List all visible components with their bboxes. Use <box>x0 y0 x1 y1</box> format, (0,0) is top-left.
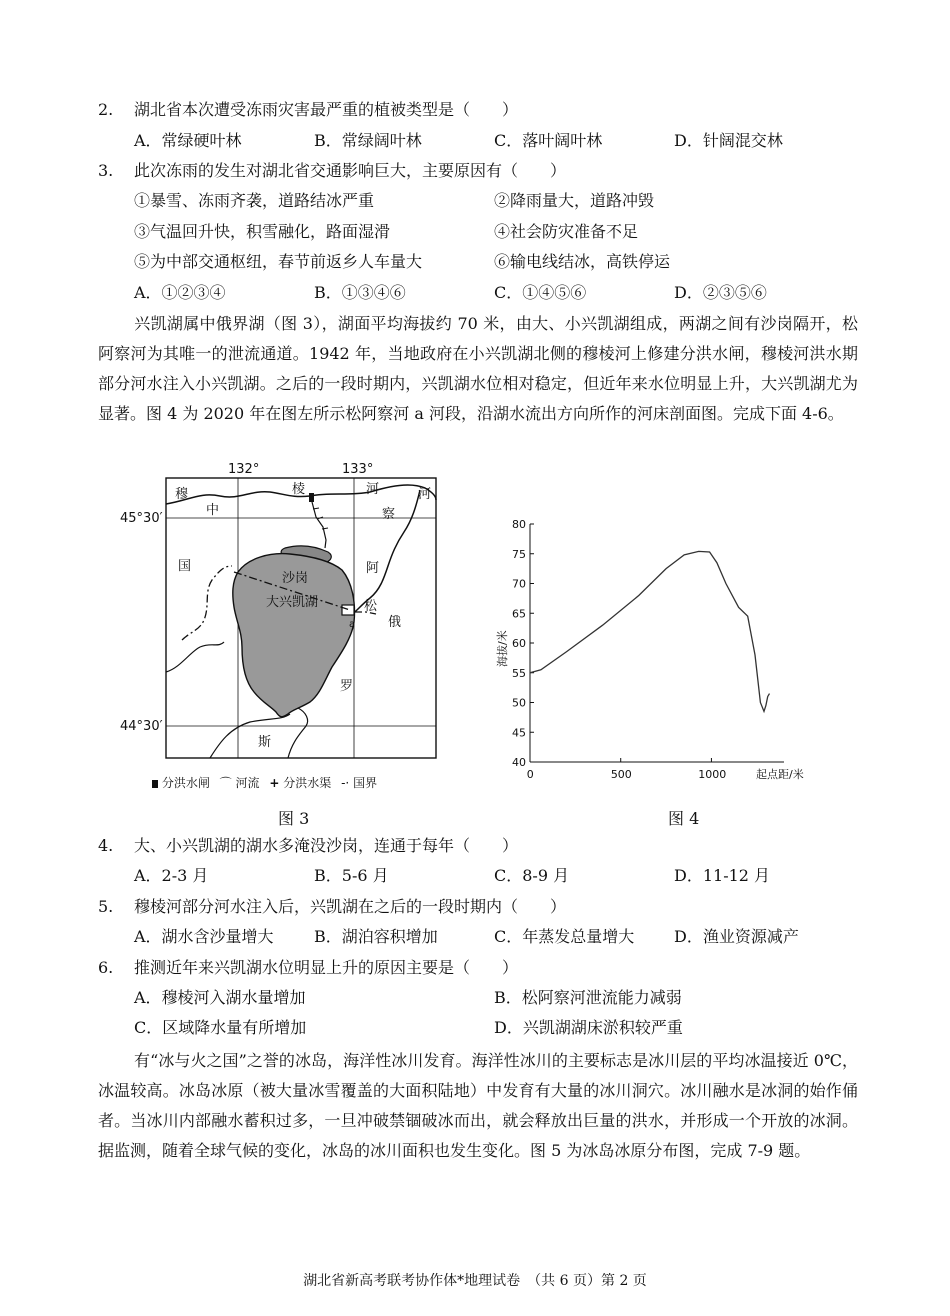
border-west <box>182 566 232 640</box>
label-luo: 罗 <box>340 679 354 694</box>
river-south <box>210 714 290 758</box>
label-zhong: 中 <box>206 503 220 518</box>
q5-option-c: C．年蒸发总量增大 <box>494 927 635 946</box>
legend-border: 国界 <box>353 776 378 790</box>
lat-label-45-30: 45°30′ <box>120 511 163 526</box>
q3-option-b: B．①③④⑥ <box>314 283 406 302</box>
x-tick-label: 500 <box>610 768 632 781</box>
q4-option-a: A．2-3 月 <box>134 866 209 885</box>
q6-option-c: C．区域降水量有所增加 <box>134 1018 307 1037</box>
q3-option-d: D．②③⑤⑥ <box>674 283 767 302</box>
lat-label-44-30: 44°30′ <box>120 719 163 734</box>
q5-option-b: B．湖泊容积增加 <box>314 927 438 946</box>
label-shagang: 沙岗 <box>282 571 309 586</box>
legend-river: 河流 <box>235 776 260 790</box>
figure-3-caption: 图 3 <box>278 809 310 828</box>
figure-3-map <box>120 462 450 802</box>
q4-option-b: B．5-6 月 <box>314 866 389 885</box>
legend-river-icon: ⌒ <box>219 776 232 790</box>
y-tick-label: 65 <box>512 607 526 621</box>
label-he-2: 河 <box>418 487 432 502</box>
q3-stem: 此次冻雨的发生对湖北省交通影响巨大，主要原因有（ ） <box>134 161 567 180</box>
legend-channel: 分洪水渠 <box>283 776 332 790</box>
page-footer: 湖北省新高考联考协作体*地理试卷 （共 6 页）第 2 页 <box>303 1273 647 1289</box>
q5-stem: 穆棱河部分河水注入后，兴凯湖在之后的一段时期内（ ） <box>134 897 567 916</box>
y-tick-label: 45 <box>512 726 526 740</box>
xingkai-passage-text: 兴凯湖属中俄界湖（图 3），湖面平均海拔约 70 米，由大、小兴凯湖组成，两湖之间有沙岗隔开，松阿察河为其唯一的泄流通道。1942 年，当地政府在小兴凯湖北侧的穆棱河上修建分洪水闸，穆棱河洪水期部分河水注入小兴凯湖。之后的一段时期内，兴凯湖水位相对稳定，但近年来水位明显上升，大兴凯湖尤为显著。图 4 为 2020 年在图左所示松阿察河 a 河段，沿湖水流出方向所作的河床剖面图。完成下面 4-6。 <box>98 314 858 423</box>
q6-option-b: B．松阿察河泄流能力减弱 <box>494 988 682 1007</box>
legend-gate: 分洪水闸 <box>161 776 210 790</box>
q6-option-d: D．兴凯湖湖床淤积较严重 <box>494 1018 683 1037</box>
q2-option-a: A．常绿硬叶林 <box>134 131 242 150</box>
xingkai-passage <box>98 309 858 429</box>
lon-label-133: 133° <box>342 462 374 477</box>
q3-item-6: ⑥输电线结冰，高铁停运 <box>494 252 671 271</box>
y-tick-label: 75 <box>512 547 526 561</box>
label-guo: 国 <box>178 559 192 574</box>
label-cha: 察 <box>382 507 396 522</box>
q2-option-b: B．常绿阔叶林 <box>314 131 422 150</box>
y-tick-label: 70 <box>512 577 526 591</box>
label-leng: 棱 <box>292 482 306 497</box>
river-south-outlet <box>288 708 308 758</box>
riverbed-profile-line <box>530 551 770 711</box>
q6-number: 6. <box>98 958 114 977</box>
label-e: 俄 <box>388 615 402 630</box>
y-axis-label: 海拔/米 <box>496 630 509 667</box>
q4-option-c: C．8-9 月 <box>494 866 570 885</box>
y-tick-label: 40 <box>512 756 526 769</box>
map-svg <box>120 462 450 802</box>
q3-item-4: ④社会防灾准备不足 <box>494 222 639 241</box>
q3-item-1: ①暴雪、冻雨齐袭，道路结冰严重 <box>134 191 375 210</box>
q3-item-5: ⑤为中部交通枢纽，春节前返乡人车量大 <box>134 252 423 271</box>
label-mu: 穆 <box>175 487 189 502</box>
legend-border-icon: -· <box>341 776 350 790</box>
y-tick-label: 80 <box>512 518 526 531</box>
river-west <box>166 642 224 672</box>
x-tick-label: 1000 <box>698 768 727 781</box>
q3-option-a: A．①②③④ <box>134 283 226 302</box>
flood-gate <box>309 493 314 502</box>
y-tick-label: 60 <box>512 637 526 650</box>
lon-label-132: 132° <box>228 462 260 477</box>
x-axis-label: 起点距/米 <box>756 768 804 781</box>
q6-option-a: A．穆棱河入湖水量增加 <box>134 988 306 1007</box>
q3-item-2: ②降雨量大，道路冲毁 <box>494 191 655 210</box>
q2-stem: 湖北省本次遭受冻雨灾害最严重的植被类型是（ ） <box>134 100 519 119</box>
figure-4-caption: 图 4 <box>668 809 700 828</box>
legend-channel-icon: + <box>269 776 280 790</box>
q4-option-d: D．11-12 月 <box>674 866 771 885</box>
q3-number: 3. <box>98 161 114 180</box>
map-legend <box>152 774 377 791</box>
q5-number: 5. <box>98 897 114 916</box>
point-a-label: a <box>349 619 356 630</box>
figure-4-chart <box>488 512 818 792</box>
q2-option-c: C．落叶阔叶林 <box>494 131 603 150</box>
label-he-1: 河 <box>366 482 380 497</box>
q3-option-c: C．①④⑤⑥ <box>494 283 587 302</box>
profile-chart-svg <box>488 512 818 792</box>
iceland-passage-text: 有“冰与火之国”之誉的冰岛，海洋性冰川发育。海洋性冰川的主要标志是冰川层的平均冰温接近 0℃，冰温较高。冰岛冰原（被大量冰雪覆盖的大面积陆地）中发育有大量的冰川洞穴。冰川融水是冰洞的始作俑者。当冰川内部融水蓄积过多，一旦冲破禁锢破冰而出，就会释放出巨量的洪水，并形成一个开放的冰洞。据监测，随着全球气候的变化，冰岛的冰川面积也发生变化。图 5 为冰岛冰原分布图，完成 7-9 题。 <box>98 1051 858 1160</box>
q4-number: 4. <box>98 836 114 855</box>
q5-option-d: D．渔业资源减产 <box>674 927 799 946</box>
q2-number: 2. <box>98 100 114 119</box>
legend-gate-icon <box>152 780 158 788</box>
iceland-passage <box>98 1046 858 1166</box>
river-section-a-box <box>342 605 354 615</box>
y-tick-label: 55 <box>512 666 526 680</box>
x-tick-label: 0 <box>526 768 534 781</box>
label-si: 斯 <box>258 735 272 750</box>
q4-stem: 大、小兴凯湖的湖水多淹没沙岗，连通于每年（ ） <box>134 836 519 855</box>
q3-item-3: ③气温回升快，积雪融化，路面湿滑 <box>134 222 391 241</box>
q6-stem: 推测近年来兴凯湖水位明显上升的原因主要是（ ） <box>134 958 519 977</box>
y-tick-label: 50 <box>512 696 526 710</box>
label-song: 松 <box>364 599 378 614</box>
label-a: 阿 <box>366 561 380 576</box>
q5-option-a: A．湖水含沙量增大 <box>134 927 274 946</box>
q2-option-d: D．针阔混交林 <box>674 131 783 150</box>
label-big-lake: 大兴凯湖 <box>266 595 319 610</box>
